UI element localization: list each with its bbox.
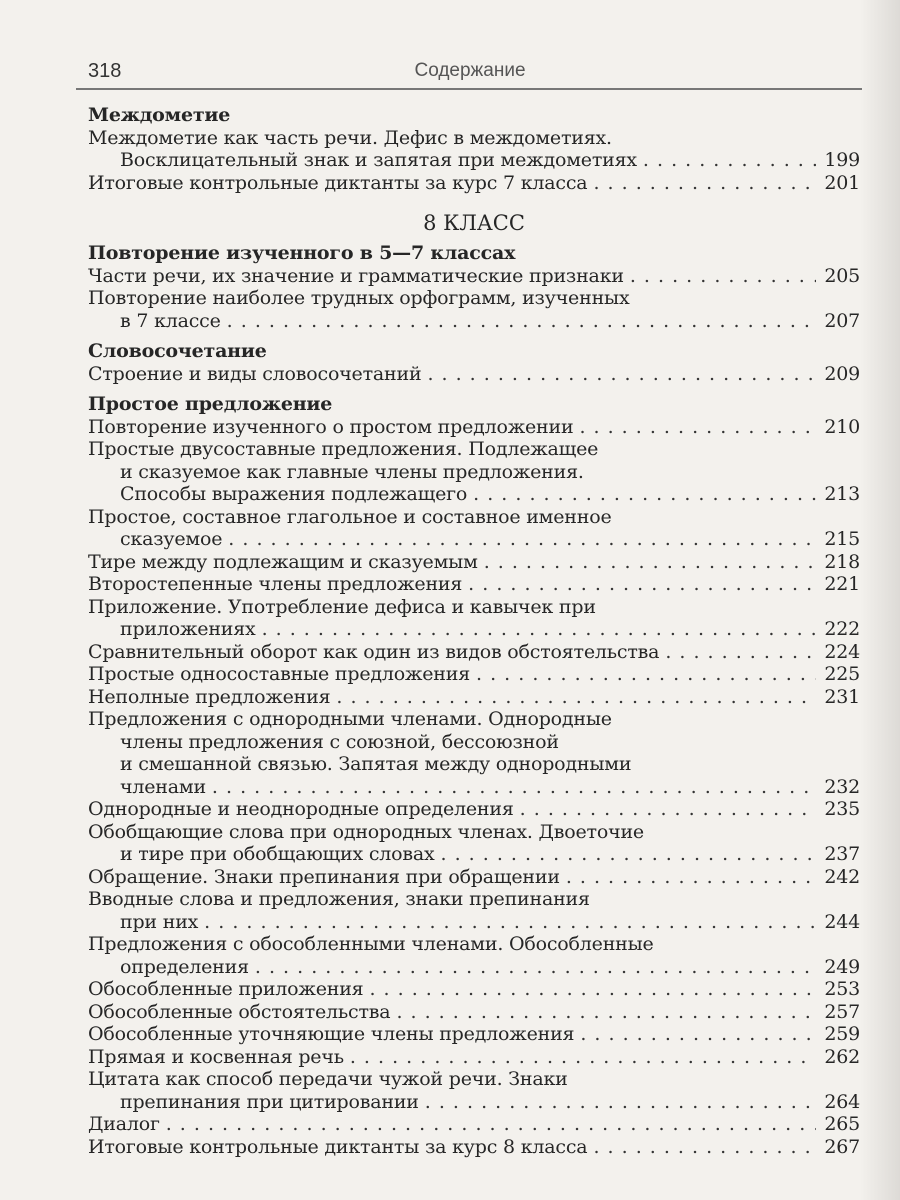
dot-leader [566,866,816,889]
page-number: 318 [88,60,122,82]
toc-entry-text: Тире между подлежащим и сказуемым [88,550,478,573]
toc-page-number: 224 [824,640,860,663]
dot-leader [476,663,816,686]
section-heading [88,242,860,265]
toc-entry-line[interactable] [88,618,860,641]
toc-entry-text: и смешанной связью. Запятая между однородными [120,753,632,775]
toc-page-number: 237 [824,843,860,865]
toc-entry-line[interactable] [88,363,860,386]
toc-entry-line[interactable] [88,265,860,288]
toc-page-number: 259 [824,1023,860,1045]
toc-entry-line[interactable] [88,798,860,821]
section-gap [88,332,860,340]
dot-leader [665,641,816,664]
toc-entry-text: и тире при обобщающих словах [120,843,435,865]
dot-leader [579,416,816,439]
toc-entry-line[interactable] [88,641,860,664]
section-heading-text: Словосочетание [88,340,267,362]
toc-entry-line[interactable] [88,483,860,506]
toc-entry-text: Простое, составное глагольное и составное именное [88,505,612,528]
toc-entry-text: Предложения с однородными членами. Однородные [88,708,612,730]
dot-leader [227,310,816,333]
dot-leader [441,843,816,866]
toc-entry-text: Обобщающие слова при однородных членах. Двоеточие [88,820,644,843]
toc-entry-text: Обособленные обстоятельства [88,1000,391,1023]
dot-leader [643,149,816,172]
dot-leader [580,1023,816,1046]
toc-entry-text: Вводные слова и предложения, знаки препинания [88,888,590,910]
toc-page-number: 207 [824,309,860,332]
dot-leader [255,956,816,979]
toc-page-number: 242 [824,865,860,888]
dot-leader [425,1091,816,1114]
toc-entry-text: Обособленные приложения [88,978,364,1000]
toc-page-number: 231 [824,685,860,708]
toc-entry-line[interactable] [88,1091,860,1114]
toc-page-number: 218 [824,550,860,573]
dot-leader [204,911,816,934]
toc-entry-text: Простые односоставные предложения [88,663,471,685]
toc-entry-line[interactable] [88,843,860,866]
dot-leader [593,1136,816,1159]
toc-entry-line[interactable] [88,573,860,596]
toc-entry-text: и сказуемое как главные члены предложения. [120,460,584,483]
dot-leader [473,483,816,506]
toc-entry-line [88,596,860,619]
dot-leader [166,1113,816,1136]
toc-entry-line[interactable] [88,911,860,934]
toc-entry-line[interactable] [88,416,860,439]
toc-entry-line [88,438,860,461]
toc-page-number: 225 [824,663,860,685]
toc-entry-text: Обособленные уточняющие члены предложения [88,1023,575,1045]
toc-entry-text: Части речи, их значение и грамматические признаки [88,264,624,287]
toc-page-number: 232 [824,775,860,798]
toc-page-number: 213 [824,483,860,505]
dot-leader [468,573,816,596]
toc-entry-text: Обращение. Знаки препинания при обращении [88,865,560,888]
section-heading [88,340,860,363]
toc-entry-text: препинания при цитировании [120,1090,419,1113]
dot-leader [350,1046,816,1069]
toc-entry-text: определения [120,955,249,978]
toc-entry-text: Строение и виды словосочетаний [88,362,422,385]
dot-leader [336,686,816,709]
toc-entry-line [88,708,860,731]
dot-leader [228,528,816,551]
toc-page-number: 199 [824,149,860,171]
toc-entry-text: Диалог [88,1113,160,1135]
running-header-title: Содержание [414,60,526,81]
toc-entry-line[interactable] [88,1136,860,1159]
dot-leader [212,776,816,799]
toc-entry-text: приложениях [120,618,256,640]
toc-page-number: 253 [824,978,860,1000]
toc-page-number: 249 [824,955,860,978]
toc-page-number: 210 [824,415,860,438]
toc-entry-line [88,753,860,776]
toc-entry-line[interactable] [88,686,860,709]
toc-entry-line[interactable] [88,528,860,551]
toc-entry-text: Неполные предложения [88,685,331,708]
toc-entry-text: Сравнительный оборот как один из видов обстоятельства [88,640,660,663]
dot-leader [593,172,816,195]
toc-entry-text: Приложение. Употребление дефиса и кавычек при [88,595,596,618]
toc-entry-text: Однородные и неоднородные определения [88,798,514,820]
toc-entry-line [88,888,860,911]
toc-entry-line [88,933,860,956]
dot-leader [427,363,816,386]
dot-leader [484,551,816,574]
toc-page-number: 221 [824,573,860,595]
toc-page-number: 205 [824,264,860,287]
toc-page-number: 267 [824,1135,860,1158]
toc-entry-line [88,821,860,844]
section-gap [88,385,860,393]
toc-entry-line[interactable] [88,172,860,195]
toc-entry-text: при них [120,910,199,933]
toc-entry-line [88,731,860,754]
toc-page-number: 257 [824,1000,860,1023]
toc-entry-text: Способы выражения подлежащего [120,483,468,505]
toc-entry-text: Прямая и косвенная речь [88,1045,344,1068]
toc-entry-line[interactable] [88,776,860,799]
section-heading-text: Простое предложение [88,393,333,415]
toc-entry-line[interactable] [88,978,860,1001]
section-heading-text: Междометие [88,104,231,126]
header-rule [76,88,862,90]
toc-page-number: 209 [824,362,860,385]
toc-page-number: 244 [824,910,860,933]
toc-page-number: 264 [824,1090,860,1113]
toc-page-number: 215 [824,528,860,550]
toc-entry-line[interactable] [88,866,860,889]
toc-page-number: 222 [824,618,860,640]
toc-page-number: 235 [824,798,860,820]
toc-entry-line[interactable] [88,551,860,574]
table-of-contents [88,104,860,1158]
toc-entry-line [88,287,860,310]
toc-entry-text: Предложения с обособленными членами. Обособленные [88,933,654,955]
toc-entry-text: Повторение изученного о простом предложении [88,415,574,438]
toc-entry-line[interactable] [88,956,860,979]
toc-entry-text: Восклицательный знак и запятая при междометиях [120,149,637,171]
toc-entry-text: Повторение наиболее трудных орфограмм, изученных [88,287,630,309]
class-title: 8 КЛАСС [423,211,525,235]
toc-entry-text: Итоговые контрольные диктанты за курс 7 класса [88,171,588,194]
toc-entry-line[interactable] [88,663,860,686]
dot-leader [520,798,816,821]
dot-leader [396,1001,816,1024]
toc-entry-text: в 7 классе [120,309,221,332]
toc-entry-line [88,506,860,529]
dot-leader [369,978,816,1001]
toc-entry-text: Междометие как часть речи. Дефис в междометиях. [88,126,612,149]
toc-entry-text: Итоговые контрольные диктанты за курс 8 класса [88,1135,588,1158]
toc-entry-line[interactable] [88,1023,860,1046]
section-heading [88,104,860,127]
toc-entry-text: Цитата как способ передачи чужой речи. Знаки [88,1068,568,1090]
toc-entry-text: членами [120,775,206,798]
toc-entry-text: члены предложения с союзной, бессоюзной [120,730,559,753]
dot-leader [262,618,816,641]
page-edge-shadow [860,0,900,1200]
toc-entry-line [88,1068,860,1091]
toc-entry-line [88,127,860,150]
dot-leader [630,265,816,288]
toc-page-number: 265 [824,1113,860,1135]
toc-page-number: 201 [824,171,860,194]
toc-entry-line[interactable] [88,310,860,333]
toc-entry-text: сказуемое [120,528,223,550]
toc-entry-line[interactable] [88,149,860,172]
toc-entry-line[interactable] [88,1001,860,1024]
toc-entry-line [88,461,860,484]
toc-entry-line[interactable] [88,1046,860,1069]
section-heading-text: Повторение изученного в 5—7 классах [88,242,516,264]
toc-page-number: 262 [824,1045,860,1068]
section-heading [88,393,860,416]
toc-entry-text: Простые двусоставные предложения. Подлежащее [88,438,599,460]
toc-entry-line[interactable] [88,1113,860,1136]
toc-entry-text: Второстепенные члены предложения [88,573,463,595]
